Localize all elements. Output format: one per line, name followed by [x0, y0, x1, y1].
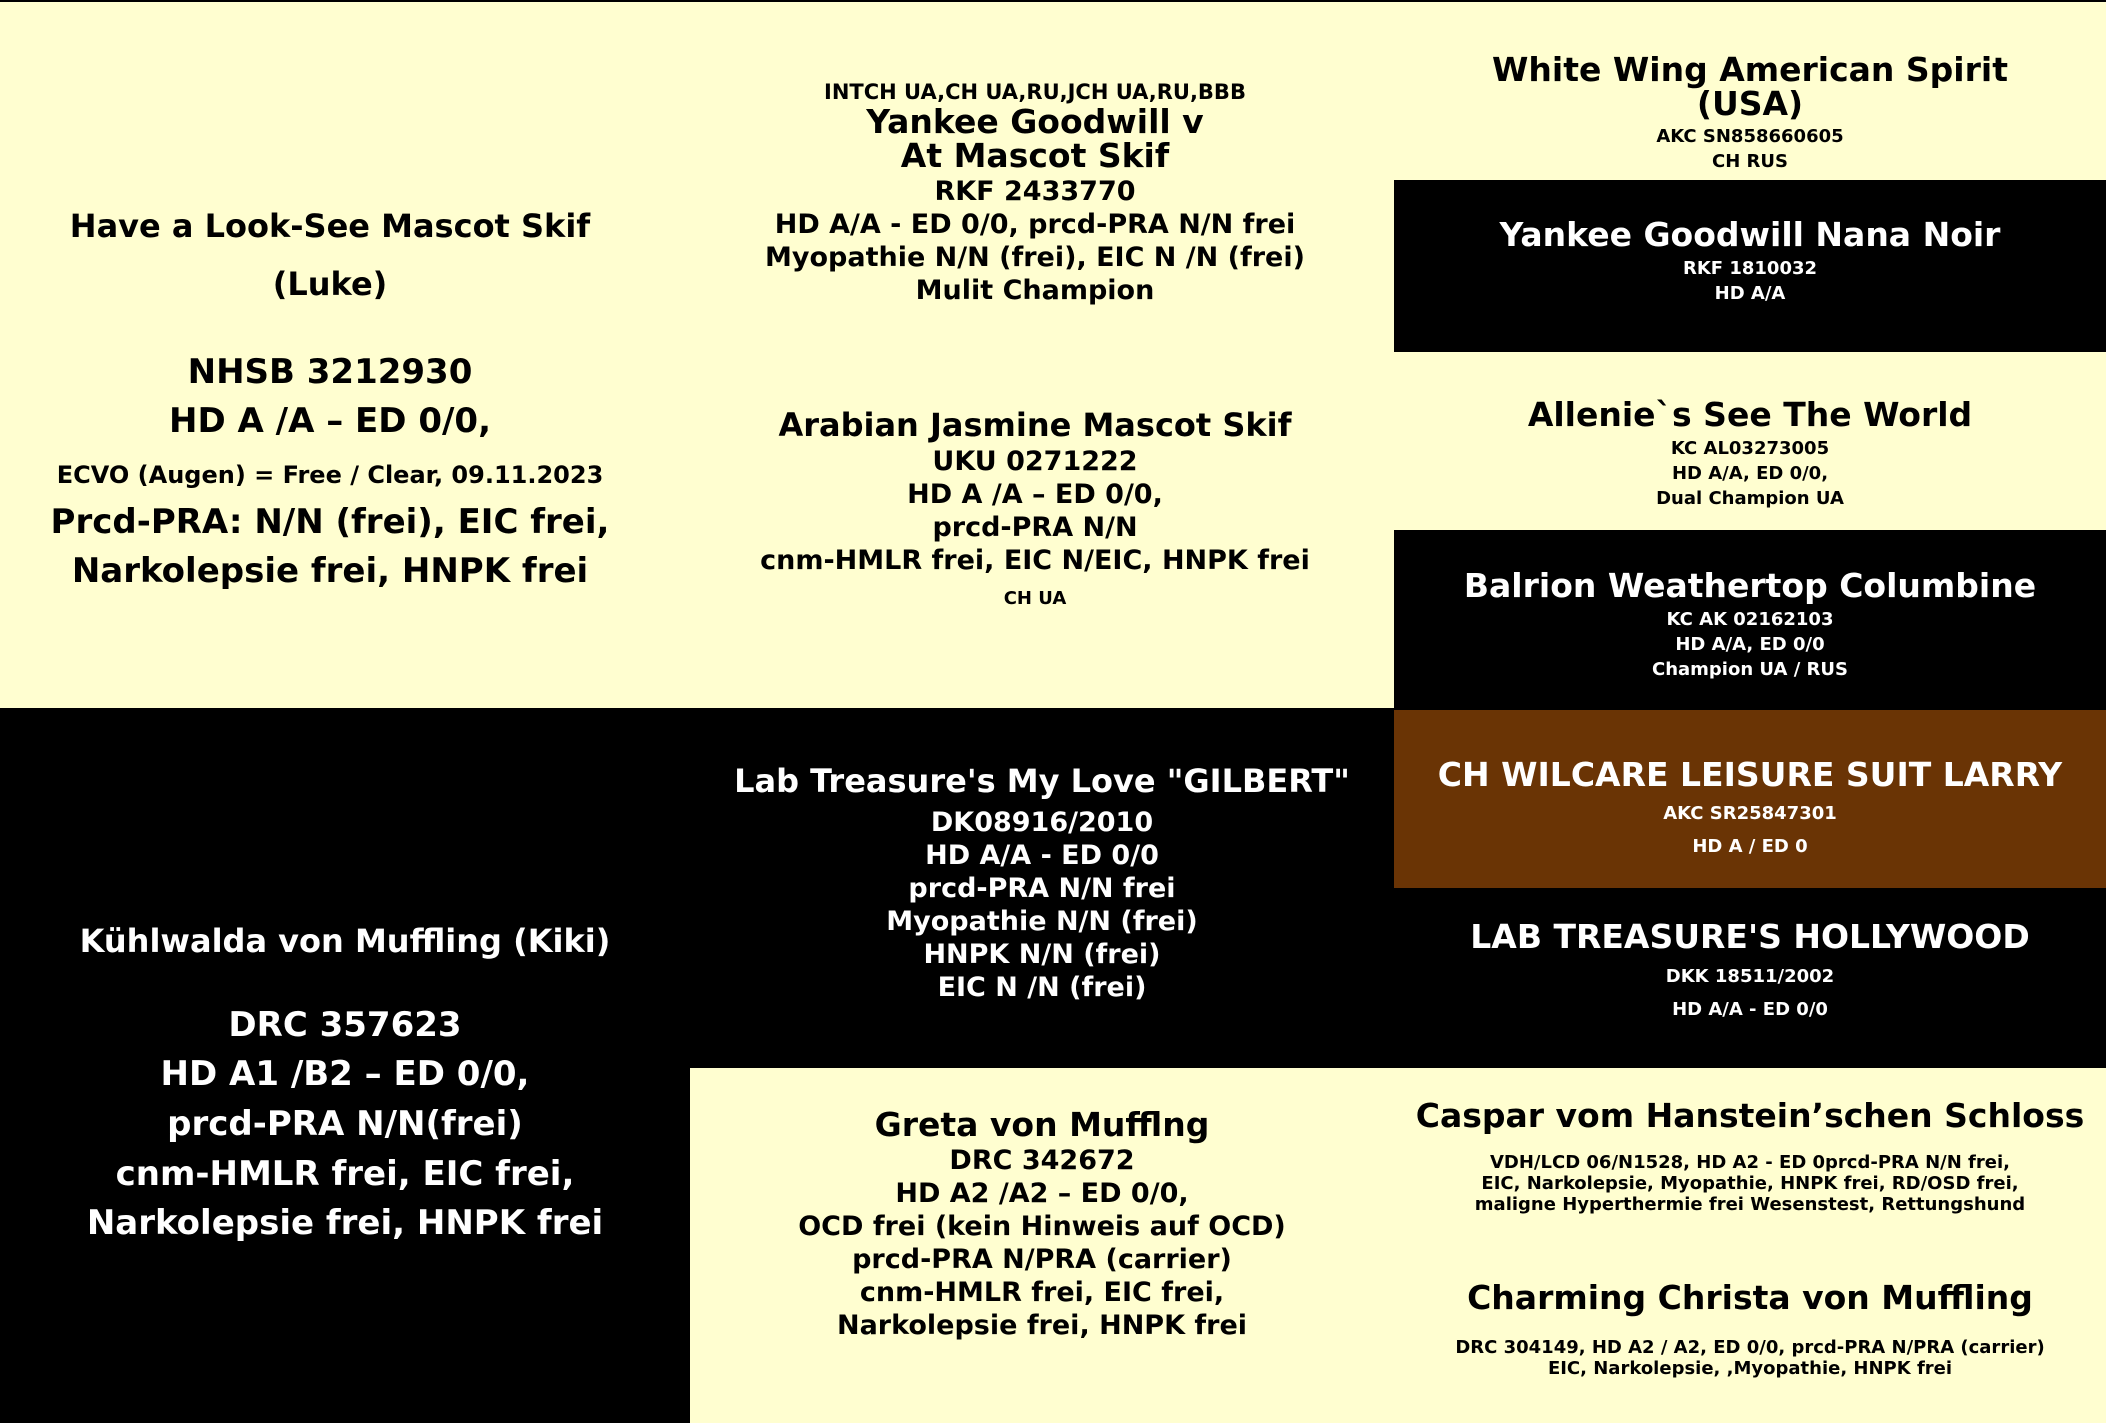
- dd-sire-cell: [1394, 1068, 2106, 1248]
- dam-cell: [0, 708, 690, 1423]
- dam-hd: HD A1 /B2 – ED 0/0,: [160, 1054, 530, 1094]
- dd-dam-line1: DRC 304149, HD A2 / A2, ED 0/0, prcd-PRA N/PRA (carrier): [1455, 1337, 2045, 1358]
- sire-hd: HD A /A – ED 0/0,: [168, 401, 491, 441]
- sire-pra: Prcd-PRA: N/N (frei), EIC frei,: [50, 502, 610, 542]
- dam-sire-name: Lab Treasure's My Love "GILBERT": [734, 762, 1350, 800]
- dam-sire-myopathie: Myopathie N/N (frei): [886, 906, 1198, 937]
- sd-dam-cell: [1394, 530, 2106, 710]
- ss-dam-registration: RKF 1810032: [1682, 258, 1818, 279]
- dam-dam-hd: HD A2 /A2 – ED 0/0,: [895, 1178, 1189, 1209]
- ds-dam-hd: HD A/A - ED 0/0: [1672, 999, 1828, 1020]
- sire-sire-note: Mulit Champion: [915, 275, 1155, 306]
- ds-dam-cell: [1394, 888, 2106, 1068]
- dam-pra: prcd-PRA N/N(frei): [167, 1104, 523, 1144]
- sire-registration: NHSB 3212930: [187, 352, 473, 392]
- sire-sire-titles: INTCH UA,CH UA,RU,JCH UA,RU,BBB: [824, 80, 1246, 104]
- sd-sire-registration: KC AL03273005: [1670, 438, 1830, 459]
- ss-sire-name-line2: (USA): [1696, 84, 1804, 123]
- ss-sire-registration: AKC SN858660605: [1656, 126, 1844, 147]
- dam-sire-pra: prcd-PRA N/N frei: [908, 873, 1176, 904]
- sire-dam-pra: prcd-PRA N/N: [932, 512, 1138, 543]
- sd-sire-hd: HD A/A, ED 0/0,: [1671, 463, 1829, 484]
- dam-other: Narkolepsie frei, HNPK frei: [86, 1203, 604, 1243]
- sire-dam-title: CH UA: [1003, 588, 1067, 609]
- dam-dam-pra: prcd-PRA N/PRA (carrier): [852, 1244, 1232, 1275]
- ss-dam-hd: HD A/A: [1714, 283, 1786, 304]
- dd-dam-cell: [1394, 1248, 2106, 1423]
- sire-sire-myopathie: Myopathie N/N (frei), EIC N /N (frei): [765, 242, 1305, 273]
- dam-hmlr: cnm-HMLR frei, EIC frei,: [115, 1154, 575, 1194]
- sd-dam-name: Balrion Weathertop Columbine: [1463, 566, 2037, 605]
- sire-dam-registration: UKU 0271222: [932, 446, 1138, 477]
- sd-sire-cell: [1394, 352, 2106, 530]
- sd-dam-registration: KC AK 02162103: [1666, 609, 1834, 630]
- sire-dam-hmlr: cnm-HMLR frei, EIC N/EIC, HNPK frei: [760, 545, 1310, 576]
- dam-sire-cell: [690, 708, 1394, 1068]
- dd-sire-name: Caspar vom Hanstein’schen Schloss: [1415, 1096, 2085, 1135]
- sire-cell: [0, 2, 660, 708]
- sire-nickname: (Luke): [272, 265, 388, 303]
- ds-dam-registration: DKK 18511/2002: [1665, 966, 1835, 987]
- dd-dam-name: Charming Christa von Muffling: [1467, 1278, 2033, 1317]
- sire-dam-name: Arabian Jasmine Mascot Skif: [778, 406, 1292, 444]
- ds-sire-name: CH WILCARE LEISURE SUIT LARRY: [1437, 755, 2063, 794]
- sire-sire-hd: HD A/A - ED 0/0, prcd-PRA N/N frei: [774, 209, 1296, 240]
- ds-sire-registration: AKC SR25847301: [1663, 803, 1837, 824]
- sd-sire-name: Allenie`s See The World: [1527, 395, 1973, 434]
- sd-dam-title: Champion UA / RUS: [1652, 659, 1848, 680]
- dam-name: Kühlwalda von Muffling (Kiki): [79, 922, 611, 960]
- dam-sire-hd: HD A/A - ED 0/0: [925, 840, 1159, 871]
- dam-registration: DRC 357623: [228, 1005, 462, 1045]
- dam-dam-ocd: OCD frei (kein Hinweis auf OCD): [798, 1211, 1286, 1242]
- sire-other: Narkolepsie frei, HNPK frei: [71, 551, 589, 591]
- sire-name: Have a Look-See Mascot Skif: [69, 207, 591, 245]
- sire-sire-name-line1: Yankee Goodwill v: [866, 102, 1204, 141]
- sire-sire-registration: RKF 2433770: [934, 176, 1136, 207]
- sd-sire-title: Dual Champion UA: [1656, 488, 1844, 509]
- ds-dam-name: LAB TREASURE'S HOLLYWOOD: [1470, 917, 2030, 956]
- dd-sire-line2: EIC, Narkolepsie, Myopathie, HNPK frei, RD/OSD frei,: [1481, 1173, 2019, 1194]
- dd-sire-line1: VDH/LCD 06/N1528, HD A2 - ED 0prcd-PRA N/N frei,: [1490, 1152, 2010, 1173]
- dam-sire-registration: DK08916/2010: [930, 807, 1154, 838]
- dam-dam-cell: [690, 1068, 1394, 1423]
- sire-sire-name-line2: At Mascot Skif: [900, 136, 1170, 175]
- dam-dam-hmlr: cnm-HMLR frei, EIC frei,: [859, 1277, 1225, 1308]
- dam-dam-registration: DRC 342672: [949, 1145, 1135, 1176]
- ss-sire-title: CH RUS: [1712, 151, 1788, 172]
- dd-dam-line2: EIC, Narkolepsie, ,Myopathie, HNPK frei: [1547, 1358, 1953, 1379]
- sire-sire-cell: [690, 2, 1380, 382]
- sire-dam-hd: HD A /A – ED 0/0,: [907, 479, 1163, 510]
- ss-sire-name-line1: White Wing American Spirit: [1492, 50, 2008, 89]
- dam-dam-name: Greta von Mufflng: [874, 1105, 1210, 1144]
- sire-eyes: ECVO (Augen) = Free / Clear, 09.11.2023: [56, 461, 604, 489]
- dam-dam-other: Narkolepsie frei, HNPK frei: [836, 1310, 1248, 1341]
- sire-dam-cell: [690, 382, 1380, 708]
- ss-sire-cell: [1394, 2, 2106, 180]
- dam-sire-hnpk: HNPK N/N (frei): [923, 939, 1161, 970]
- ds-sire-cell: [1394, 710, 2106, 888]
- ss-dam-name: Yankee Goodwill Nana Noir: [1499, 215, 2001, 254]
- ss-dam-cell: [1394, 180, 2106, 352]
- sd-dam-hd: HD A/A, ED 0/0: [1675, 634, 1825, 655]
- ds-sire-hd: HD A / ED 0: [1692, 836, 1808, 857]
- dd-sire-line3: maligne Hyperthermie frei Wesenstest, Rettungshund: [1474, 1194, 2026, 1215]
- dam-sire-eic: EIC N /N (frei): [937, 972, 1147, 1003]
